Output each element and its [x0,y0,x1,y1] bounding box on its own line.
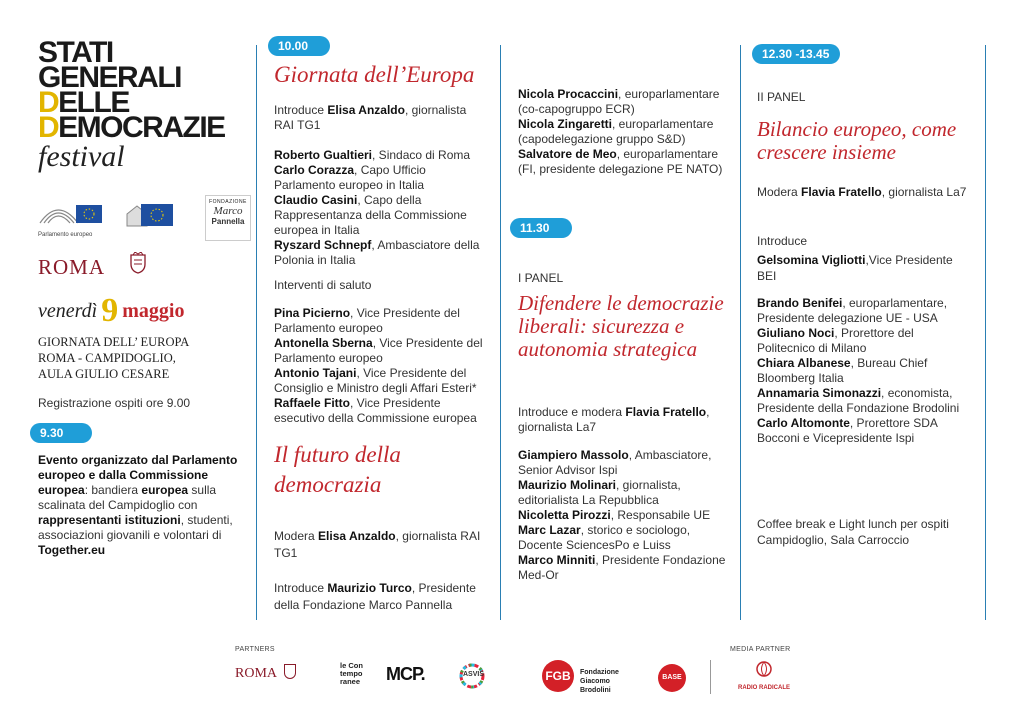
event-location [38,334,189,382]
roma-logo [38,255,105,280]
divider-1 [256,45,257,620]
partner-contemporanee-logo: le Con tempo ranee [340,661,363,686]
col4-moderator: Modera Flavia Fratello, giornalista La7 [757,185,967,199]
event-line-3: AULA GIULIO CESARE [38,367,170,381]
divider-3 [740,45,741,620]
speaker-item: Claudio Casini, Capo della Rappresentanza della Commissione europea in Italia [274,193,467,237]
roma-text: ROMA [38,255,106,279]
greetings-label: Interventi di saluto [274,278,372,292]
logo-line-2: GENERALI [38,61,182,94]
partner-asvis-logo [458,662,486,695]
roma-crest-icon [130,252,146,279]
col3-speakers [518,448,733,583]
speaker-item: Roberto Gualtieri, Sindaco di Roma [274,148,471,162]
speaker-item: Giuliano Noci, Prorettore del Politecnico di Milano [757,326,914,355]
session-title-futuro: Il futuro della democrazia [274,442,401,497]
speaker-item: Ryszard Schnepf, Ambasciatore della Polonia in Italia [274,238,480,267]
signature-icon: Marco [213,205,243,217]
radio-radicale-label: RADIO RADICALE [738,685,790,691]
speaker-item: Giampiero Massolo, Ambasciatore, Senior Advisor Ispi [518,448,712,477]
col4-intro: Gelsomina Vigliotti,Vice Presidente BEI [757,253,953,283]
date-number: 9 [101,292,119,329]
partner-base-logo: BASE [658,664,686,692]
parlamento-label: Parlamento europeo [38,232,93,238]
partner-mcp-logo: MCP. [386,664,425,684]
divider-2 [500,45,501,620]
logo-line-4: DEMOCRAZIE [38,111,225,144]
col4-speakers [757,296,967,446]
col2-intro2: Introduce Maurizio Turco, Presidente della Fondazione Marco Pannella [274,581,476,612]
speaker-item: Raffaele Fitto, Vice Presidente esecutivo della Commissione europea [274,396,477,425]
speaker-item: Antonella Sberna, Vice Presidente del Parlamento europeo [274,336,483,365]
speaker-item: Brando Benifei, europarlamentare, Presidente delegazione UE - USA [757,296,948,325]
rose-icon [749,660,779,680]
logo-line-3: DELLE [38,86,129,119]
footer-divider [710,660,711,694]
speaker-item: Nicola Zingaretti, europarlamentare (capodelegazione gruppo S&D) [518,117,714,146]
roma-crest-small-icon [284,664,296,679]
session-title-europa: Giornata dell’Europa [274,62,475,87]
panel-label-2: II PANEL [757,90,806,104]
col4-intro-label: Introduce [757,234,808,248]
speaker-item: Nicoletta Pirozzi, Responsabile UE [518,508,711,522]
fondazione-label: FONDAZIONE [209,199,247,205]
time-badge-1230: 12.30 -13.45 [752,44,840,64]
logo-line-1: STATI [38,36,113,69]
speaker-item: Marco Minniti, Presidente Fondazione Med-Or [518,553,726,582]
event-date [38,292,184,330]
event-line-2: ROMA - CAMPIDOGLIO, [38,351,176,365]
col2-moderator: Modera Elisa Anzaldo, giornalista RAI TG1 [274,529,481,560]
col2-speakers [274,148,489,268]
time-badge-930: 9.30 [30,423,92,443]
radio-radicale-logo [738,660,790,691]
parlamento-europeo-logo [38,195,108,238]
speaker-item: Marc Lazar, storico e sociologo, Docente SciencesPo e Luiss [518,523,691,552]
festival-label: festival [38,140,125,173]
fgb-badge: FGB [542,660,574,692]
event-line-1: GIORNATA DELL’ EUROPA [38,335,190,349]
speaker-item: Chiara Albanese, Bureau Chief Bloomberg Italia [757,356,928,385]
col3-speakers-top [518,87,733,177]
date-day: venerdì [38,300,98,322]
divider-4 [985,45,986,620]
commissione-europea-logo [125,200,180,230]
panel-label-1: I PANEL [518,271,564,285]
session-title-bilancio: Bilancio europeo, come crescere insieme [757,117,957,164]
speaker-item: Pina Picierno, Vice Presidente del Parlamento europeo [274,306,460,335]
partner-fgb-name: Fondazione Giacomo Brodolini [580,669,619,694]
col2-intro: Introduce Elisa Anzaldo, giornalista RAI TG1 [274,103,467,132]
col1-event-text: Evento organizzato dal Parlamento europeo e dalla Commissione europea: bandiera europea sulla scalinata del Campidoglio con rappresentanti istituzioni, studenti, associazioni giovanili e volontari di Together.eu [38,453,238,557]
media-partner-label: MEDIA PARTNER [730,646,791,653]
speaker-item: Antonio Tajani, Vice Presidente del Consiglio e Ministro degli Affari Esteri* [274,366,477,395]
speaker-item: Carlo Altomonte, Prorettore SDA Bocconi e Vicepresidente Ispi [757,416,938,445]
speaker-item: Carlo Corazza, Capo Ufficio Parlamento europeo in Italia [274,163,426,192]
time-badge-1130: 11.30 [510,218,572,238]
speaker-item: Annamaria Simonazzi, economista, Presidente della Fondazione Brodolini [757,386,960,415]
fondazione-pannella-logo [205,195,251,241]
partner-fgb-logo [542,660,574,692]
speaker-item: Maurizio Molinari, giornalista, editorialista La Repubblica [518,478,681,507]
festival-logo [38,36,225,144]
col4-closing: Coffee break e Light lunch per ospiti Campidoglio, Sala Carroccio [757,517,949,547]
col3-intro: Introduce e modera Flavia Fratello, giornalista La7 [518,405,710,434]
asvis-text: ASVIS [463,671,485,678]
speaker-item: Salvatore de Meo, europarlamentare (FI, presidente delegazione PE NATO) [518,147,723,176]
session-title-difendere: Difendere le democrazie liberali: sicurezza e autonomia strategica [518,291,724,361]
pannella-label: Pannella [211,217,245,226]
time-badge-1000: 10.00 [268,36,330,56]
date-month: maggio [122,300,185,322]
speaker-item: Nicola Procaccini, europarlamentare (co-capogruppo ECR) [518,87,720,116]
partners-label: PARTNERS [235,646,275,653]
registration-note: Registrazione ospiti ore 9.00 [38,396,191,410]
partner-roma-logo: ROMA [235,664,296,682]
col2-greetings [274,306,494,426]
